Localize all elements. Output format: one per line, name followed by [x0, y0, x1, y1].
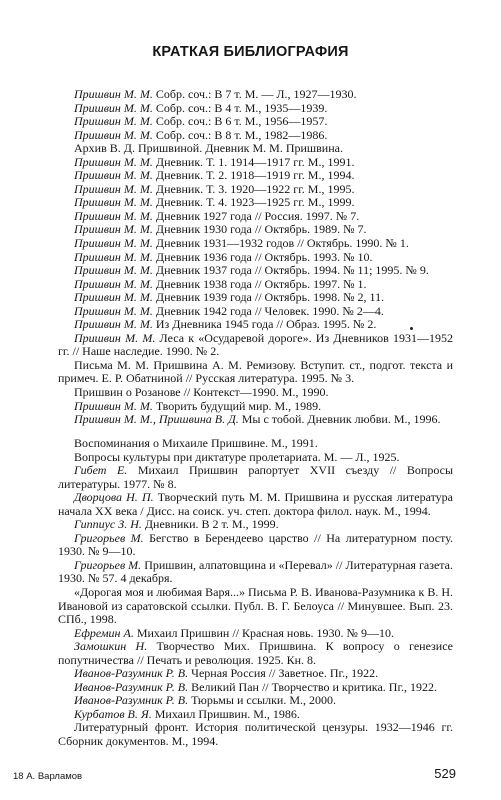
entry-author: Пришвин М. М.: [74, 182, 153, 196]
bibliography-entry: [58, 318, 453, 332]
entry-text: Бегство в Берендеево царство // На литературном посту. 1930. № 9—10.: [58, 531, 453, 559]
entry-text: Литературный фронт. История политической цензуры. 1932—1946 гг. Сборник документов. М., 1994.: [58, 721, 453, 749]
entry-text: Пришвин о Розанове // Контекст—1990. М., 1990.: [74, 386, 329, 400]
bibliography-entry: [58, 681, 453, 695]
bibliography-entry: [58, 291, 453, 305]
entry-text: Дневник 1930 года // Октябрь. 1989. № 7.: [152, 223, 367, 237]
entry-text: Творить будущий мир. М., 1989.: [152, 399, 322, 413]
entry-text: Дневник. Т. 2. 1918—1919 гг. М., 1994.: [152, 169, 355, 183]
entry-author: Пришвин М. М.: [74, 250, 153, 264]
entry-author: Пришвин М. М.: [74, 155, 153, 169]
entry-text: Воспоминания о Михаиле Пришвине. М., 1991.: [74, 437, 318, 450]
entry-author: Пришвин М. М.: [74, 264, 153, 278]
entry-text: Дневник 1937 года // Октябрь. 1994. № 11; 1995. № 9.: [152, 264, 429, 278]
entry-text: Дневник 1931—1932 годов // Октябрь. 1990. № 1.: [152, 237, 409, 251]
entry-author: Курбатов В. Я.: [74, 707, 152, 721]
bibliography-entry: [58, 196, 453, 210]
entry-text: Михаил Пришвин рапортует XVII съезду // Вопросы литературы. 1977. № 8.: [58, 464, 453, 491]
bibliography-entry: [58, 359, 453, 386]
bibliography-entry: [58, 142, 453, 156]
entry-text: Творческий путь М. М. Пришвина и русская литература начала XX века / Дисс. на соиск. уч. степ. доктора филол. наук. М., 1994.: [58, 491, 453, 518]
entry-text: Дневник. Т. 3. 1920—1922 гг. М., 1995.: [152, 182, 355, 196]
entry-author: Ефремин А.: [74, 626, 134, 640]
entry-author: Пришвин М. М., Пришвина В. Д.: [74, 413, 239, 427]
bibliography-entry: [58, 251, 453, 265]
entry-text: Михаил Пришвин. М., 1986.: [151, 707, 300, 721]
entry-text: Дневник 1942 года // Человек. 1990. № 2—4.: [152, 304, 384, 318]
bibliography-entry: [58, 129, 453, 143]
entry-text: Собр. соч.: В 6 т. М., 1956—1957.: [152, 115, 328, 129]
entry-author: Пришвин М. М.: [74, 101, 153, 115]
entry-text: Из Дневника 1945 года // Образ. 1995. № 2.: [152, 318, 377, 332]
entry-text: Великий Пан // Творчество и критика. Пг., 1922.: [188, 680, 438, 694]
bibliography-entry: [58, 464, 453, 491]
entry-text: Собр. соч.: В 8 т. М., 1982—1986.: [152, 128, 328, 142]
bibliography-entry: [58, 667, 453, 681]
entry-author: Пришвин М. М.: [74, 291, 153, 305]
entry-text: Вопросы культуры при диктатуре пролетариата. М. — Л., 1925.: [74, 450, 400, 464]
entry-text: Творчество Мих. Пришвина. К вопросу о генезисе попутничества // Печать и революция. 1925. Кн. 8.: [58, 640, 453, 667]
bibliography-entry: [58, 88, 453, 102]
entry-text: Мы с тобой. Дневник любви. М., 1996.: [238, 413, 441, 427]
entry-author: Пришвин М. М.: [74, 277, 153, 291]
bibliography-entry: [58, 640, 453, 667]
entry-text: Дневник. Т. 4. 1923—1925 гг. М., 1999.: [152, 196, 355, 210]
entry-text: Дневники. В 2 т. М., 1999.: [141, 518, 279, 532]
page-title: КРАТКАЯ БИБЛИОГРАФИЯ: [152, 44, 349, 60]
entry-author: Иванов-Разумник Р. В.: [74, 680, 189, 694]
bibliography-entry: [58, 627, 453, 641]
bibliography-entry: [58, 332, 453, 359]
entry-author: Пришвин М. М.: [74, 88, 153, 101]
entry-author: Пришвин М. М.: [74, 304, 153, 318]
bibliography-entry: [58, 237, 453, 251]
entry-text: Черная Россия // Заветное. Пг., 1922.: [188, 667, 379, 681]
entry-text: Собр. соч.: В 4 т. М., 1935—1939.: [152, 101, 328, 115]
bibliography-entry: [58, 156, 453, 170]
entry-author: Григорьев М.: [74, 558, 142, 572]
bibliography-entry: [58, 223, 453, 237]
entry-author: Пришвин М. М.: [74, 318, 153, 332]
entry-author: Дворцова Н. П.: [74, 491, 154, 505]
bibliography-secondary-sources: [58, 437, 453, 749]
entry-author: Иванов-Разумник Р. В.: [74, 667, 189, 681]
bibliography-entry: [58, 491, 453, 518]
footer-signature: 18 А. Варламов: [13, 771, 83, 782]
entry-text: Дневник 1939 года // Октябрь. 1998. № 2, 11.: [152, 291, 385, 305]
print-speck: [410, 327, 413, 330]
entry-author: Пришвин М. М.: [74, 209, 153, 223]
entry-author: Пришвин М. М.: [74, 169, 153, 183]
entry-text: Письма М. М. Пришвина А. М. Ремизову. Вступит. ст., подгот. текста и примеч. Е. Р. Обатниной // Русская литература. 1995. № 3.: [58, 358, 453, 386]
bibliography-entry: [58, 694, 453, 708]
entry-author: Григорьев М.: [74, 531, 144, 545]
bibliography-entry: [58, 210, 453, 224]
entry-text: Тюрьмы и ссылки. М., 2000.: [188, 694, 337, 708]
bibliography-entry: [58, 264, 453, 278]
bibliography-entry: [58, 708, 453, 722]
entry-author: Пришвин М. М.: [74, 115, 153, 129]
entry-text: Архив В. Д. Пришвиной. Дневник М. М. Пришвина.: [74, 142, 343, 156]
entry-author: Пришвин М. М.: [74, 223, 153, 237]
bibliography-entry: [58, 183, 453, 197]
bibliography-entry: [58, 115, 453, 129]
bibliography-entry: [58, 102, 453, 116]
bibliography-entry: [58, 559, 453, 586]
entry-text: Леса к «Осударевой дороге». Из Дневников 1931—1952 гг. // Наше наследие. 1990. № 2.: [58, 331, 453, 359]
entry-text: «Дорогая моя и любимая Варя...» Письма Р. В. Иванова-Разумника к В. Н. Ивановой из саратовской ссылки. Публ. В. Г. Белоуса // Минувшее. Вып. 23. СПб., 1998.: [58, 586, 453, 627]
bibliography-entry: [58, 451, 453, 465]
bibliography-entry: [58, 721, 453, 748]
entry-author: Гибет Е.: [74, 464, 128, 478]
bibliography-entry: [58, 400, 453, 414]
entry-text: Дневник 1936 года // Октябрь. 1993. № 10.: [152, 250, 373, 264]
entry-author: Пришвин М. М.: [74, 196, 153, 210]
entry-text: Пришвин, алпатовщина и «Перевал» // Литературная газета. 1930. № 57. 4 декабря.: [58, 558, 453, 586]
bibliography-entry: [58, 437, 453, 451]
bibliography-entry: [58, 518, 453, 532]
entry-author: Пришвин М. М.: [74, 237, 153, 251]
entry-text: Михаил Пришвин // Красная новь. 1930. № 9—10.: [133, 626, 394, 640]
entry-author: Пришвин М. М.: [74, 128, 153, 142]
bibliography-entry: [58, 532, 453, 559]
entry-author: Гиппиус З. Н.: [74, 518, 142, 532]
bibliography-entry: [58, 386, 453, 400]
entry-author: Пришвин М. М.: [74, 331, 156, 345]
bibliography-entry: [58, 586, 453, 627]
entry-text: Дневник 1927 года // Россия. 1997. № 7.: [152, 209, 360, 223]
entry-text: Собр. соч.: В 7 т. М. — Л., 1927—1930.: [152, 88, 357, 101]
entry-author: Пришвин М. М.: [74, 399, 153, 413]
bibliography-entry: [58, 278, 453, 292]
entry-text: Дневник 1938 года // Октябрь. 1997. № 1.: [152, 277, 367, 291]
bibliography-entry: [58, 169, 453, 183]
page-number: 529: [434, 766, 456, 781]
bibliography-primary-sources: [58, 88, 453, 427]
entry-text: Дневник. Т. 1. 1914—1917 гг. М., 1991.: [152, 155, 355, 169]
entry-author: Иванов-Разумник Р. В.: [74, 694, 189, 708]
entry-author: Замошкин Н.: [74, 640, 148, 654]
bibliography-entry: [58, 413, 453, 427]
bibliography-entry: [58, 305, 453, 319]
